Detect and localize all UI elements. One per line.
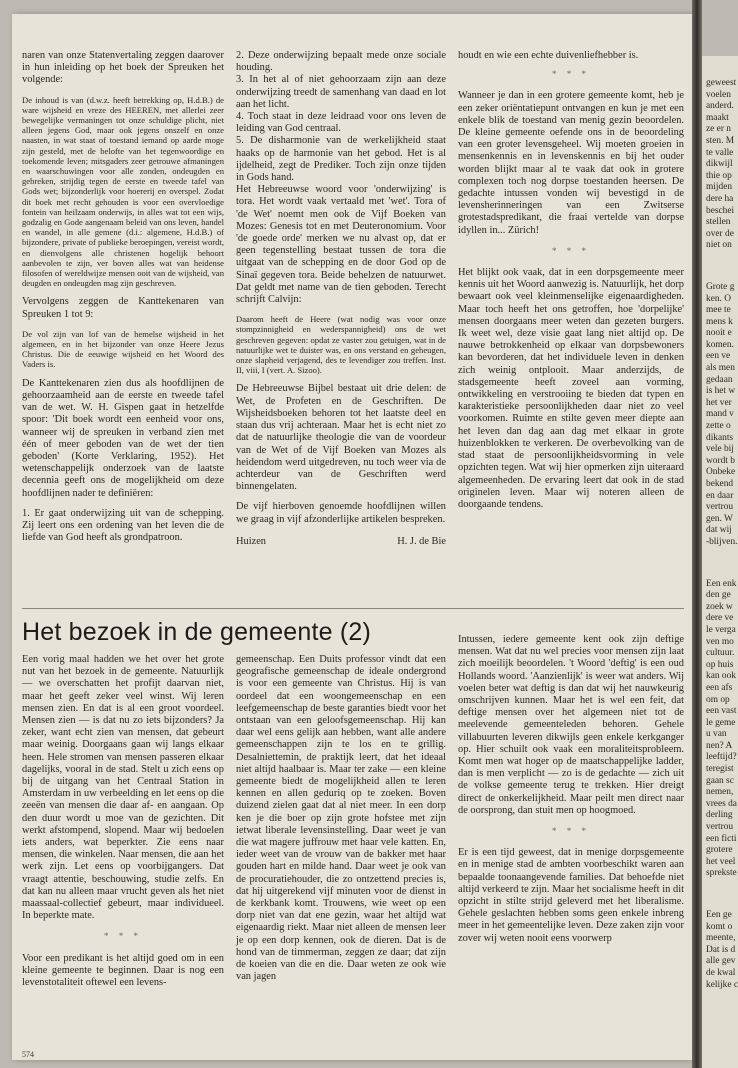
next-page-line: sprekste	[706, 868, 737, 879]
next-page-line: wordt b	[706, 455, 735, 466]
next-page-line: nemen,	[706, 787, 734, 798]
next-page-line: voelen	[706, 89, 731, 100]
next-page-line: dere ha	[706, 193, 734, 204]
next-page-line: stellen	[706, 217, 731, 228]
next-page-line: dat wij	[706, 525, 732, 536]
next-page-block-3	[702, 579, 738, 880]
signature-author: H. J. de Bie	[397, 535, 446, 547]
next-page-line: le verga	[706, 624, 736, 635]
next-page-line: meente,	[706, 933, 736, 944]
next-page-line: en daar	[706, 490, 734, 501]
next-page-line: mijden	[706, 182, 733, 193]
next-page-line: Onbeke	[706, 467, 736, 478]
statenvertaling-quote: De inhoud is van (d.w.z. heeft betrekking op, H.d.B.) de ware wijsheid en vreze des HEEREN, met allerlei zeer bewegelijke vermaningen tot onze schuldige plicht, niet alleen jegens God, maar ook jegens onszelf en onze naasten, in wat staat of toestand iemand op aarde moge zijn gesteld, met de belofte van het tegenwoordige en toekomende leven; mitsgaders zeer getrouwe afmaningen en waarschuwingen voor alle zonden, ondeugden en gebreken, strijdig tegen de eerste en tweede tafel van Gods wet; bijzonderlijk voor hoererij en overspel. Zodat dit boek met recht gehouden is voor een overvloedige fontein van heilzaam onderwijs, in alles wat tot een wijs, godzalig en Gode aangenaam beleid van ons leven, handel en wandel, in alle gemene (d.i.: algemene, H.d.B.) of bijzondere, private of publieke beroepingen, vereist wordt, en dienvolgens alle christenen hogelijk behoort aanbevolen te zijn, ver boven alles wat van heidense filosofen of wereldwijze mensen ooit van de wijsheid, van deugden en ondeugden mag zijn geschreven.	[22, 94, 224, 289]
next-page-line: alle gev	[706, 956, 736, 967]
next-page-line: vele bij	[706, 444, 734, 455]
page-number: 574	[22, 1050, 34, 1059]
paragraph: Het Hebreeuwse woord voor 'onderwijzing' is tora. Het wordt vaak vertaald met 'wet'. Tora of 'de Wet' noemt men ook de Vijf Boeken van Mozes: Genesis tot en met Deuteronomium. Voor 'de goede orde' merken we nu alvast op, dat er geen tegenstelling bestaat tussen de tora die uitgaat van de schepping en de door God op de Sinaï gegeven tora. Beide behelzen de natuurwet. Dat geldt met name van de tien geboden. Terecht schrijft Calvijn:	[236, 184, 446, 306]
book-gutter	[692, 0, 702, 1068]
next-page-line: teregist	[706, 764, 734, 775]
next-page-line: mee te	[706, 305, 731, 316]
kanttekenaren-quote: De vol zijn van lof van de hemelse wijsheid in het algemeen, en in het bijzonder van onze Heere Jezus Christus. Die de eeuwige wijsheid en het Woord des Vaders is.	[22, 328, 224, 370]
paragraph: Voor een predikant is het altijd goed om in een kleine gemeente te beginnen. Daar is nog een levenstotaliteit oftewel een levens-	[22, 952, 224, 989]
next-page-line: als men	[706, 363, 735, 374]
next-page-line: komen.	[706, 339, 734, 350]
next-page-line: ze er n	[706, 124, 731, 135]
next-page-line: derling	[706, 810, 733, 821]
section-divider: * * *	[552, 245, 590, 256]
intro-paragraph: naren van onze Statenvertaling zeggen daarover in hun inleiding op het boek der Spreuken het volgende:	[22, 50, 224, 86]
point-3: 3. In het al of niet gehoorzaam zijn aan deze onderwijzing treedt de samenhang van daad en lot aan het licht.	[236, 74, 446, 110]
next-page-line: zoek w	[706, 601, 733, 612]
next-page-line: ken. O	[706, 293, 731, 304]
next-page-line: is het w	[706, 386, 736, 397]
next-page-line: thie op	[706, 170, 732, 181]
next-page-line: gaan sc	[706, 775, 734, 786]
next-page-line: beschei	[706, 205, 735, 216]
next-page-line: geweest	[706, 78, 737, 88]
paragraph: Er is een tijd geweest, dat in menige dorpsgemeente en in menige stad de ambten voorbeschikt waren aan bepaalde toonaangevende families. Dat behoefde niet altijd verkeerd te zijn. Maar het socialisme heeft in dit opzicht in stilte strijd geleverd met het liberalisme. Gehele geslachten hebben soms geen enkele inbreng meer in het gemeentelijke leven. Deze zaken zijn voor zover wij weten nooit eens voorwerp	[458, 847, 684, 944]
next-page-line: ven mo	[706, 636, 734, 647]
next-page-line: een vast	[706, 706, 737, 717]
next-page-line: dere ve	[706, 613, 734, 624]
paragraph: Vervolgens zeggen de Kanttekenaren van Spreuken 1 tot 9:	[22, 296, 224, 320]
next-page-line: gedaan	[706, 374, 733, 385]
next-page-line: maakt	[706, 112, 729, 123]
next-page-block-1	[702, 78, 738, 252]
next-page-line: kelijke c	[706, 979, 738, 990]
section-divider: * * *	[552, 69, 590, 80]
next-page-line: op huis	[706, 659, 734, 670]
section-rule	[22, 608, 684, 609]
next-page-line: grotere	[706, 845, 733, 856]
next-page-line: vertrou	[706, 822, 734, 833]
paragraph: De vijf hierboven genoemde hoofdlijnen willen we graag in vijf afzonderlijke artikelen bespreken.	[236, 501, 446, 525]
point-4: 4. Toch staat in deze leidraad voor ons leven de leiding van God centraal.	[236, 111, 446, 135]
next-page-line: kan ook	[706, 671, 736, 682]
section-divider: * * *	[104, 931, 142, 942]
next-page-line: cultuur.	[706, 648, 735, 659]
next-page-line: anderd.	[706, 101, 734, 112]
next-page-line: -blijven.	[706, 536, 738, 547]
next-page-line: nen? A	[706, 740, 733, 751]
next-page-line: nooit e	[706, 328, 732, 339]
next-page-line: mand v	[706, 409, 734, 420]
next-page-line: bekend	[706, 479, 734, 489]
point-5: 5. De disharmonie van de werkelijkheid staat haaks op de harmonie van het gebod. Het is al ijdelheid, zegt de Prediker. Toch zijn onze tijden in Gods hand.	[236, 135, 446, 184]
next-page-line: sten. M	[706, 135, 735, 146]
paragraph: Een vorig maal hadden we het over het grote nut van het bezoek in de gemeente. Natuurlijk — we overschatten het profijt daarvan niet, maar het geeft zeker veel winst. Wij leren mensen zien. En dat is al een groot voordeel. Mensen zien — is dat nu zo iets bijzonders? Ja zeker, want echt zien van mensen, dat gebeurt maar weinig. Doorgaans gaan wij langs elkaar heen. Hele stromen van mensen passeren elkaar dagelijks, vooral in de stad. Stelt u zich eens op bij de uitgang van het Centraal Station in Amsterdam in uw verbeelding en let eens op die zeeën van mensen die daar af- en aangaan. Op den duur wordt u moe van de gezichten. Dit werkt afstompend, slopend. Maar wij bedoelen iets anders, wat beperkter. Zie eens naar mensen, die winkelen. Naar mensen, die aan het werk zijn. Let eens op voorbijgangers. Dat vraagt attentie, beschouwing, studie zelfs. En dat kan nu alleen maar vrucht geven als het niet maassaal-collectief gebeurt, maar individueel. In beperkte mate.	[22, 654, 224, 922]
next-page-line: le geme	[706, 717, 736, 728]
next-page-line: de kwal	[706, 967, 736, 978]
paragraph: Het blijkt ook vaak, dat in een dorpsgemeente meer kennis uit het Woord aanwezig is. Natuurlijk, het dorp bewaart ook veel kleinmenselijke eigenaardigheden. Maar toch heeft het ons getroffen, hoe 'dorpelijke' mensen doorgaans meer weten dan gezeten burgers. Ik weet wel, deze visie gaat lang niet altijd op. De nauwe betrokkenheid op elkaar van dorpsbewoners kan bevorderen, dat het individuele leven in denken zich weinig ontplooit. Maar anderzijds, de stadsgemeente heeft zoveel aan vorming, ontwikkeling en verstrooiing te bieden dat typen en karakteristieke persoonlijkheden daar niet zo veel voorkomen. Ruimte en stilte geven meer diepte aan het leven dan dag aan dag met elkaar in grote huizenblokken te verkeren. De overbevolking van de stad staat de persoonlijkheidsvorming in vele opzichten tegen. Wat wij hier opmerken zijn uiteraard algemeenheden. De ervaring leert dat ook in de stad originelen leven. Maar wij noteren alleen de doorgaande tendens.	[458, 267, 684, 510]
paragraph: Intussen, iedere gemeente kent ook zijn deftige mensen. Wat dat nu wel precies voor mensen zijn laat zich moeilijk beoordelen. 't Woord 'deftig' is een oud Hollands woord. 'Aanzienlijk' is weer wat anders. Wij voelen beter wat deftig is dan dat wij het nauwkeurig omschrijven kunnen. Maar het is wel een feit, dat deftige mensen over het algemeen niet tot de meelevende gemeenteleden behoren. Gehele villabuurten leveren dikwijls geen enkele kerkganger op. Hier schuilt ook vaak een moraliteitsprobleem. Komt men wat hoger op de maatschappelijke ladder, dan is men verplicht — zo is de gedachte — zich uit de volkse gemeente terug te trekken. Hier dreigt direct de onkerkelijkheid. Maar peilt men direct naar de oorsprong, dan stuit men op hoogmoed.	[458, 634, 684, 816]
next-page-line: komt o	[706, 921, 733, 932]
next-page-block-4	[702, 910, 738, 991]
paragraph: De Hebreeuwse Bijbel bestaat uit drie delen: de Wet, de Profeten en de Geschriften. De Wijsheidsboeken behoren tot het laatste deel en staan dus vrij achteraan. Maar het is echt niet zo dat de natuurlijke theologie die van de voordeur van de Wet of de Vijf Boeken van Mozes als heidendom werd uitgedreven, nu toch weer via de achterdeur van de Geschriften werd binnengelaten.	[236, 383, 446, 493]
next-page-line: mens k	[706, 316, 733, 327]
top-column-3	[458, 50, 684, 519]
next-page-line: een ficti	[706, 833, 737, 844]
next-page-line: een ve	[706, 351, 731, 362]
top-column-2	[236, 50, 446, 548]
article-column-1	[22, 654, 224, 997]
point-2: 2. Deze onderwijzing bepaalt mede onze sociale houding.	[236, 50, 446, 74]
next-page-edge	[702, 56, 738, 1068]
next-page-line: het ver	[706, 397, 732, 408]
next-page-line: vertrou	[706, 502, 734, 513]
paragraph: houdt en wie een echte duivenliefhebber is.	[458, 50, 639, 61]
next-page-line: gen. W	[706, 513, 733, 524]
article-column-3	[458, 634, 684, 953]
magazine-page	[12, 14, 692, 1060]
next-page-line: Een ge	[706, 910, 732, 920]
next-page-line: te valle	[706, 147, 734, 158]
top-column-1	[22, 50, 224, 552]
next-page-line: den ge	[706, 590, 731, 601]
section-divider: * * *	[552, 826, 590, 837]
next-page-line: dikwijl	[706, 159, 733, 170]
next-page-line: niet on	[706, 240, 732, 251]
article-title: Het bezoek in de gemeente (2)	[22, 618, 372, 646]
next-page-line: het veel	[706, 856, 736, 867]
next-page-line: Dat is d	[706, 944, 736, 955]
paragraph: 1. Er gaat onderwijzing uit van de schepping. Zij leert ons een ordening van het leven die de liefde van God heeft als grondpatroon.	[22, 507, 224, 544]
paragraph: gemeenschap. Een Duits professor vindt dat een geografische gemeenschap de ideale ondergrond is voor een gemeente van Christus. Hij is van oordeel dat een woongemeenschap en een leefgemeenschap de beste garanties biedt voor het ontstaan van een geloofsgemeenschap. Hij kan daar wel eens gelijk aan hebben, want alle andere gemeenschappen zijn te los en te grillig. Desalniettemin, de praktijk leert, dat het ideaal niet altijd haalbaar is. Maar ter zake — een kleine gemeente biedt de mogelijkheid allen te leren kennen en allen geduriq op te zoeken. Boven duizend zielen gaat dat al niet meer. In een dorp ken je die boer op zijn grote hofstee met zijn ietwat liberale levensinstelling. Daar weet je van die wat magere juffrouw met haar vele katten. En, ieder weet van de vrouw van de bakker met haar gouden hart en milde hand. Daar weet je ook van de procuratiehouder, die zo ontzettend precies is, dat hij uitgerekend vijf minuten voor de dienst in de kerkbank komt. Trouwens, wie weet op een dorp niet van dat ene gezin, waar het altijd wat eigenaardig riekt. Maar niet alleen de mensen leer je op een dorp kennen, ook de dieren. Dat is de hond van de timmerman, zeggen ze daar; dat zijn de koeien van die en die. Daar weten ze ook wie van jagen	[236, 654, 446, 983]
next-page-line: u van	[706, 729, 727, 740]
signature-place: Huizen	[236, 535, 267, 547]
calvijn-quote: Daarom heeft de Heere (wat nodig was voor onze stompzinnigheid en wederspannigheid) ons de wet geschreven gegeven: opdat ze vaster zou getuigen, wat in de natuurlijke wet te duister was, en ons verstand en geheugen, onze slapheid verjagend, des te levendiger zou treffen. Inst. II, viii, I (vert. A. Sizoo).	[236, 314, 446, 376]
next-page-line: over de	[706, 228, 734, 239]
next-page-line: een afs	[706, 682, 733, 693]
paragraph: Wanneer je dan in een grotere gemeente komt, heb je een zeker oriëntatiepunt ontvangen en kun je met een enkele blik de toestand van menig gezin beoordelen. De kleine gemeente oefende ons in de beoordeling van een groter levensgeheel. Wij moeten groeien in mensenkennis en in levenskennis en bij het ouder worden blijkt maar al te vaak dat ook in grotere complexen toch nog dorpse toestanden heersen. De gedachte intussen vonden wij bevestigd in de levensherinneringen van een Zwitserse grotestadspredikant, die fraai vertelde van dorpse idyllen in... Zürich!	[458, 90, 684, 236]
next-page-line: om op	[706, 694, 730, 705]
article-column-2	[236, 654, 446, 991]
next-page-line: Een enk	[706, 578, 737, 589]
next-page-block-2	[702, 282, 738, 549]
next-page-line: dikants	[706, 432, 734, 443]
next-page-line: leeftijd?	[706, 752, 737, 763]
next-page-line: Grote g	[706, 281, 735, 292]
next-page-line: zette o	[706, 421, 731, 432]
paragraph: De Kanttekenaren zien dus als hoofdlijnen de gehoorzaamheid aan de eerste en tweede tafel van de wet. W. H. Gispen gaat in hetzelfde spoor: 'Dit boek wordt een eenheid voor ons, wanneer wij de spreuken in verband zien met één of meer geboden van de wet der tien geboden' (Korte Verklaring, 1952). Het wetenschappelijk onderzoek van de laatste decennia geeft ons de mogelijkheid om deze hoofdlijnen nader te definiëren:	[22, 377, 224, 499]
next-page-line: vrees da	[706, 798, 737, 809]
signature-line	[236, 536, 446, 548]
